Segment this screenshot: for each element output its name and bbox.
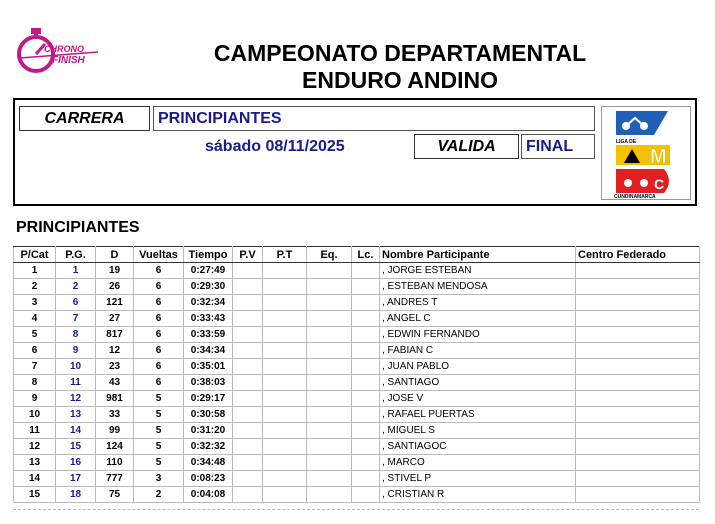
- table-row: [14, 327, 700, 343]
- cell-vueltas: 3: [134, 471, 184, 487]
- cell-lc: [352, 391, 380, 407]
- cell-lc: [352, 471, 380, 487]
- cell-nombre: , CRISTIAN R: [380, 487, 576, 503]
- cell-pg: 13: [56, 407, 96, 423]
- cell-pt: [263, 311, 307, 327]
- cell-pv: [233, 423, 263, 439]
- cell-pv: [233, 311, 263, 327]
- cell-nombre: , MIGUEL S: [380, 423, 576, 439]
- column-header-pcat: P/Cat: [14, 247, 56, 263]
- cell-pv: [233, 375, 263, 391]
- cell-lc: [352, 375, 380, 391]
- cell-dorsal: 124: [96, 439, 134, 455]
- cell-dorsal: 43: [96, 375, 134, 391]
- cell-tiempo: 0:32:32: [184, 439, 233, 455]
- cell-pcat: 9: [14, 391, 56, 407]
- cell-vueltas: 5: [134, 423, 184, 439]
- valida-value: FINAL: [521, 134, 595, 159]
- carrera-label: CARRERA: [19, 106, 150, 131]
- cell-pg: 16: [56, 455, 96, 471]
- table-row: [14, 295, 700, 311]
- cell-centro: [576, 407, 700, 423]
- cell-nombre: , RAFAEL PUERTAS: [380, 407, 576, 423]
- cell-tiempo: 0:35:01: [184, 359, 233, 375]
- logo-text-bottom: FINISH: [52, 55, 85, 66]
- cell-vueltas: 5: [134, 391, 184, 407]
- cell-nombre: , JORGE ESTEBAN: [380, 263, 576, 279]
- cell-eq: [307, 455, 352, 471]
- cell-pcat: 4: [14, 311, 56, 327]
- cell-centro: [576, 455, 700, 471]
- cell-vueltas: 5: [134, 455, 184, 471]
- cell-pcat: 13: [14, 455, 56, 471]
- cell-centro: [576, 263, 700, 279]
- cell-tiempo: 0:27:49: [184, 263, 233, 279]
- cell-centro: [576, 391, 700, 407]
- cell-eq: [307, 327, 352, 343]
- cell-pt: [263, 423, 307, 439]
- cell-pcat: 14: [14, 471, 56, 487]
- cell-nombre: , EDWIN FERNANDO: [380, 327, 576, 343]
- cell-dorsal: 12: [96, 343, 134, 359]
- cell-pv: [233, 455, 263, 471]
- title-line-2: ENDURO ANDINO: [302, 67, 498, 93]
- cell-nombre: , MARCO: [380, 455, 576, 471]
- valida-label: VALIDA: [414, 134, 519, 159]
- cell-pg: 7: [56, 311, 96, 327]
- column-header-pt: P.T: [263, 247, 307, 263]
- cell-pg: 12: [56, 391, 96, 407]
- cell-nombre: , FABIAN C: [380, 343, 576, 359]
- cell-tiempo: 0:34:34: [184, 343, 233, 359]
- cell-lc: [352, 343, 380, 359]
- cell-lc: [352, 311, 380, 327]
- cell-centro: [576, 359, 700, 375]
- column-header-pv: P.V: [233, 247, 263, 263]
- cell-eq: [307, 471, 352, 487]
- cell-vueltas: 6: [134, 295, 184, 311]
- cell-lc: [352, 423, 380, 439]
- cell-pt: [263, 375, 307, 391]
- cell-tiempo: 0:30:58: [184, 407, 233, 423]
- cell-pcat: 3: [14, 295, 56, 311]
- cell-dorsal: 121: [96, 295, 134, 311]
- table-row: [14, 359, 700, 375]
- bottom-divider: [13, 509, 699, 510]
- cell-tiempo: 0:08:23: [184, 471, 233, 487]
- table-row: [14, 455, 700, 471]
- column-header-dorsal: D: [96, 247, 134, 263]
- cell-tiempo: 0:33:43: [184, 311, 233, 327]
- column-header-vueltas: Vueltas: [134, 247, 184, 263]
- cell-nombre: , ANGEL C: [380, 311, 576, 327]
- cell-nombre: , SANTIAGOC: [380, 439, 576, 455]
- cell-centro: [576, 327, 700, 343]
- cell-pcat: 7: [14, 359, 56, 375]
- cell-vueltas: 5: [134, 407, 184, 423]
- title-line-1: CAMPEONATO DEPARTAMENTAL: [213, 40, 587, 66]
- table-row: [14, 391, 700, 407]
- svg-text:M: M: [650, 146, 667, 168]
- cell-pv: [233, 439, 263, 455]
- cell-dorsal: 26: [96, 279, 134, 295]
- cell-pcat: 2: [14, 279, 56, 295]
- cell-vueltas: 6: [134, 327, 184, 343]
- table-row: [14, 375, 700, 391]
- cell-centro: [576, 279, 700, 295]
- cell-pt: [263, 455, 307, 471]
- cell-dorsal: 33: [96, 407, 134, 423]
- cell-nombre: , ANDRES T: [380, 295, 576, 311]
- table-row: [14, 471, 700, 487]
- cell-tiempo: 0:38:03: [184, 375, 233, 391]
- cell-tiempo: 0:29:30: [184, 279, 233, 295]
- cell-pcat: 6: [14, 343, 56, 359]
- cell-dorsal: 19: [96, 263, 134, 279]
- table-row: [14, 487, 700, 503]
- cell-lc: [352, 263, 380, 279]
- cell-eq: [307, 407, 352, 423]
- cell-pg: 14: [56, 423, 96, 439]
- cell-pg: 6: [56, 295, 96, 311]
- cell-vueltas: 6: [134, 263, 184, 279]
- cell-pt: [263, 407, 307, 423]
- table-row: [14, 263, 700, 279]
- cell-pcat: 1: [14, 263, 56, 279]
- cell-dorsal: 981: [96, 391, 134, 407]
- cell-pv: [233, 295, 263, 311]
- column-header-pg: P.G.: [56, 247, 96, 263]
- cell-centro: [576, 295, 700, 311]
- table-row: [14, 279, 700, 295]
- cell-pcat: 8: [14, 375, 56, 391]
- cell-nombre: , JUAN PABLO: [380, 359, 576, 375]
- cell-nombre: , JOSE V: [380, 391, 576, 407]
- cell-pv: [233, 263, 263, 279]
- category-title: PRINCIPIANTES: [16, 219, 140, 236]
- cell-pg: 9: [56, 343, 96, 359]
- fed-line-top: LIGA DE: [616, 139, 637, 145]
- cell-vueltas: 6: [134, 343, 184, 359]
- cell-vueltas: 5: [134, 439, 184, 455]
- cell-centro: [576, 487, 700, 503]
- table-row: [14, 343, 700, 359]
- cell-pv: [233, 327, 263, 343]
- page-title: [150, 40, 650, 94]
- cell-tiempo: 0:32:34: [184, 295, 233, 311]
- column-header-centro: Centro Federado: [576, 247, 700, 263]
- cell-vueltas: 6: [134, 311, 184, 327]
- cell-pv: [233, 487, 263, 503]
- cell-pt: [263, 487, 307, 503]
- cell-nombre: , ESTEBAN MENDOSA: [380, 279, 576, 295]
- cell-dorsal: 777: [96, 471, 134, 487]
- cell-pv: [233, 391, 263, 407]
- cell-lc: [352, 455, 380, 471]
- cell-vueltas: 2: [134, 487, 184, 503]
- cell-centro: [576, 343, 700, 359]
- svg-text:C: C: [654, 176, 665, 192]
- cell-tiempo: 0:31:20: [184, 423, 233, 439]
- cell-pt: [263, 343, 307, 359]
- cell-pt: [263, 263, 307, 279]
- cell-tiempo: 0:33:59: [184, 327, 233, 343]
- cell-eq: [307, 263, 352, 279]
- cell-dorsal: 110: [96, 455, 134, 471]
- cell-lc: [352, 295, 380, 311]
- table-row: [14, 423, 700, 439]
- cell-pt: [263, 471, 307, 487]
- cell-dorsal: 75: [96, 487, 134, 503]
- cell-centro: [576, 311, 700, 327]
- federation-logo: [601, 106, 691, 200]
- column-header-lc: Lc.: [352, 247, 380, 263]
- logo-text-top: CHRONO: [44, 44, 84, 54]
- cell-pt: [263, 327, 307, 343]
- cell-pcat: 5: [14, 327, 56, 343]
- cell-lc: [352, 359, 380, 375]
- cell-dorsal: 27: [96, 311, 134, 327]
- cell-pv: [233, 359, 263, 375]
- cell-vueltas: 6: [134, 359, 184, 375]
- cell-tiempo: 0:29:17: [184, 391, 233, 407]
- column-header-eq: Eq.: [307, 247, 352, 263]
- cell-pv: [233, 407, 263, 423]
- cell-pg: 8: [56, 327, 96, 343]
- fed-line-bottom: CUNDINAMARCA: [614, 194, 656, 199]
- cell-lc: [352, 487, 380, 503]
- cell-eq: [307, 359, 352, 375]
- cell-pg: 18: [56, 487, 96, 503]
- cell-lc: [352, 279, 380, 295]
- cell-eq: [307, 343, 352, 359]
- cell-pt: [263, 391, 307, 407]
- cell-pv: [233, 279, 263, 295]
- table-header-row: [14, 247, 700, 263]
- cell-nombre: , SANTIAGO: [380, 375, 576, 391]
- cell-eq: [307, 391, 352, 407]
- cell-lc: [352, 439, 380, 455]
- results-table: [13, 246, 700, 503]
- cell-pg: 15: [56, 439, 96, 455]
- column-header-nombre: Nombre Participante: [380, 247, 576, 263]
- cell-centro: [576, 471, 700, 487]
- table-body: [14, 263, 700, 503]
- table-row: [14, 439, 700, 455]
- cell-pg: 17: [56, 471, 96, 487]
- cell-centro: [576, 375, 700, 391]
- cell-pcat: 12: [14, 439, 56, 455]
- cell-eq: [307, 439, 352, 455]
- cell-pg: 11: [56, 375, 96, 391]
- cell-pcat: 10: [14, 407, 56, 423]
- cell-dorsal: 817: [96, 327, 134, 343]
- cell-eq: [307, 375, 352, 391]
- cell-pg: 1: [56, 263, 96, 279]
- chrono-finish-logo: [12, 22, 102, 78]
- cell-pt: [263, 295, 307, 311]
- cell-vueltas: 6: [134, 279, 184, 295]
- column-header-tiempo: Tiempo: [184, 247, 233, 263]
- cell-dorsal: 23: [96, 359, 134, 375]
- cell-pv: [233, 471, 263, 487]
- cell-nombre: , STIVEL P: [380, 471, 576, 487]
- cell-lc: [352, 327, 380, 343]
- cell-pt: [263, 439, 307, 455]
- table-row: [14, 311, 700, 327]
- cell-pv: [233, 343, 263, 359]
- cell-centro: [576, 439, 700, 455]
- cell-tiempo: 0:34:48: [184, 455, 233, 471]
- cell-eq: [307, 487, 352, 503]
- cell-eq: [307, 423, 352, 439]
- carrera-value: PRINCIPIANTES: [153, 106, 595, 131]
- cell-eq: [307, 279, 352, 295]
- cell-pg: 10: [56, 359, 96, 375]
- cell-pt: [263, 279, 307, 295]
- cell-lc: [352, 407, 380, 423]
- cell-pcat: 11: [14, 423, 56, 439]
- cell-pt: [263, 359, 307, 375]
- cell-dorsal: 99: [96, 423, 134, 439]
- race-date: sábado 08/11/2025: [200, 134, 406, 159]
- cell-eq: [307, 311, 352, 327]
- cell-tiempo: 0:04:08: [184, 487, 233, 503]
- cell-pcat: 15: [14, 487, 56, 503]
- cell-pg: 2: [56, 279, 96, 295]
- cell-eq: [307, 295, 352, 311]
- table-row: [14, 407, 700, 423]
- cell-centro: [576, 423, 700, 439]
- cell-vueltas: 6: [134, 375, 184, 391]
